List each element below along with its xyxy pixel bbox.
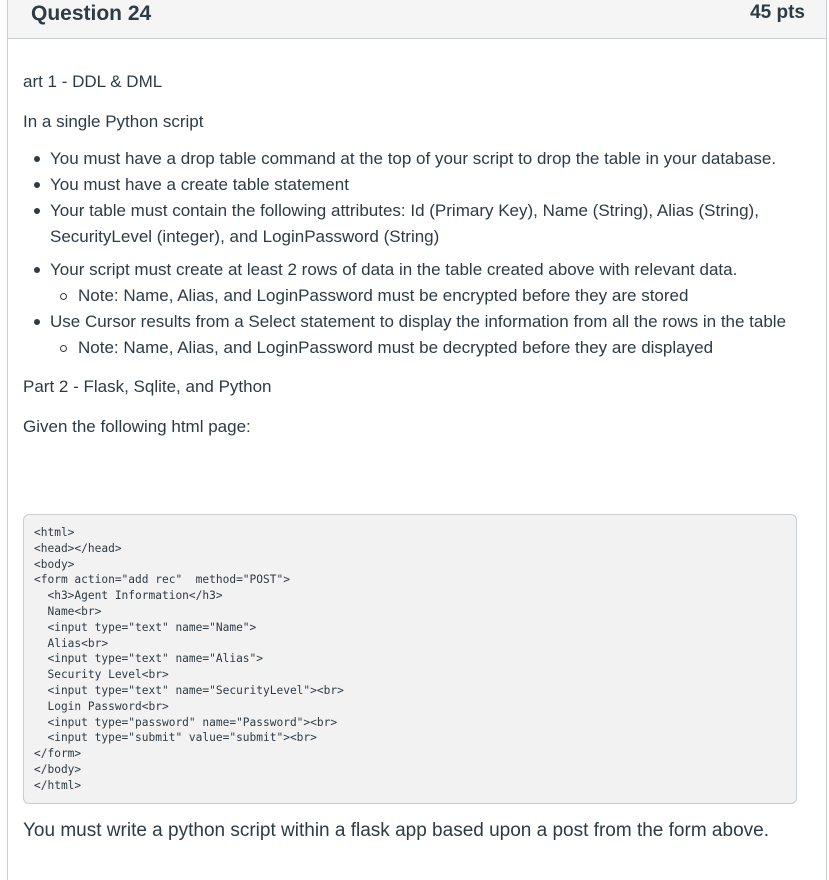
list-item: Use Cursor results from a Select statement to display the information from all the rows in the table Note: Name, Alias, and LoginPassword must be decrypted before they are displayed [23, 309, 803, 361]
part2-heading: Part 2 - Flask, Sqlite, and Python [23, 377, 272, 396]
code-block [23, 514, 797, 804]
list-item: You must have a create table statement [23, 172, 803, 198]
list-item: Your table must contain the following attributes: Id (Primary Key), Name (String), Alias (String), SecurityLevel (integer), and LoginPassword (String) [23, 198, 803, 250]
part1-heading: art 1 - DDL & DML [23, 72, 163, 91]
requirements-list [23, 146, 803, 361]
final-instruction: You must write a python script within a flask app based upon a post from the form above. [23, 820, 769, 841]
list-item: You must have a drop table command at the top of your script to drop the table in your database. [23, 146, 803, 172]
question-header [8, 0, 826, 39]
html-code: <html> <head></head> <body> <form action="add rec" method="POST"> <h3>Agent Information</h3> Name<br> <input type="text" name="Name"> Alias<br> <input type="text" name="Alias"> Security Level<br> <input type="text" name="SecurityLevel"><br> Login Password<br> <input type="password" name="Password"><br> <input type="submit" value="submit"><br> </form> </body> </html> [34, 526, 344, 792]
sub-list-item: Note: Name, Alias, and LoginPassword must be decrypted before they are displayed [50, 335, 803, 361]
question-body [23, 70, 803, 439]
sub-list [50, 335, 803, 361]
sub-list-item: Note: Name, Alias, and LoginPassword must be encrypted before they are stored [50, 283, 803, 309]
list-item: Your script must create at least 2 rows of data in the table created above with relevant data. Note: Name, Alias, and LoginPassword must be encrypted before they are stored [23, 257, 803, 309]
question-points: 45 pts [750, 2, 805, 23]
sub-list [50, 283, 803, 309]
given-text: Given the following html page: [23, 417, 251, 436]
intro-text: In a single Python script [23, 112, 204, 131]
question-title: Question 24 [31, 2, 152, 25]
